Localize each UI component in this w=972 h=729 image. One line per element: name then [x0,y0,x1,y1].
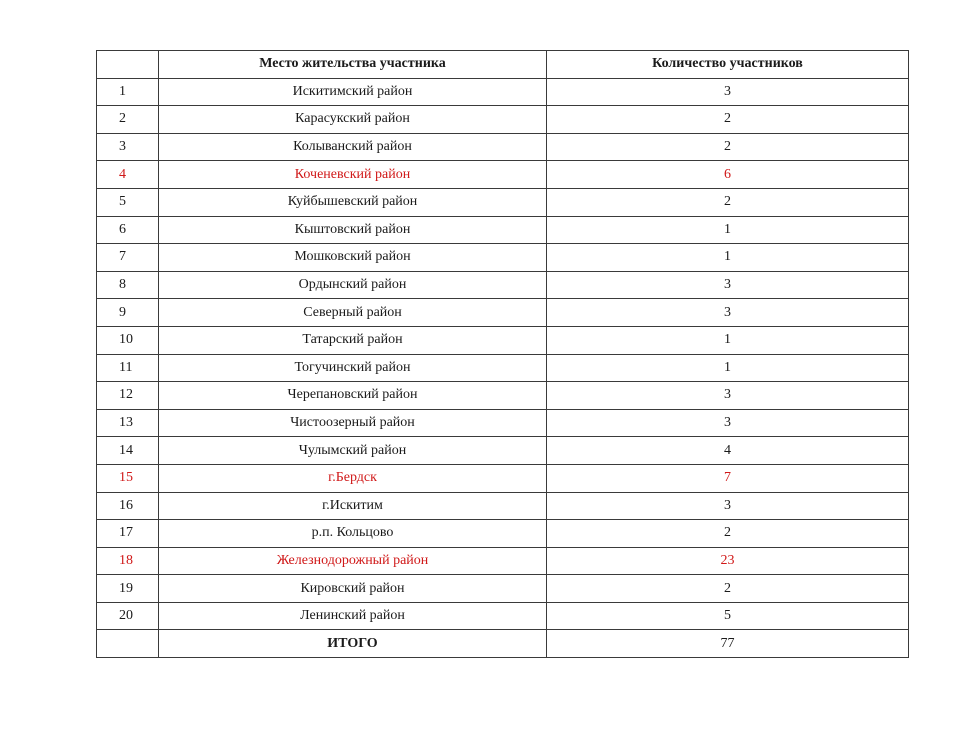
row-number-cell: 7 [97,244,159,272]
row-count-cell: 2 [547,575,909,603]
participants-table [96,50,909,658]
row-number-cell: 5 [97,188,159,216]
table-row [97,188,909,216]
row-number-cell: 12 [97,382,159,410]
row-count-cell: 7 [547,464,909,492]
table-row [97,575,909,603]
row-count-cell: 2 [547,520,909,548]
row-count-cell: 3 [547,78,909,106]
row-number-cell: 19 [97,575,159,603]
row-count-cell: 3 [547,492,909,520]
row-number-cell: 15 [97,464,159,492]
row-number-cell: 6 [97,216,159,244]
row-place-cell: Искитимский район [159,78,547,106]
row-number-cell: 16 [97,492,159,520]
table-row [97,106,909,134]
row-place-cell: Куйбышевский район [159,188,547,216]
table-row [97,382,909,410]
row-place-cell: Северный район [159,299,547,327]
header-count-cell: Количество участников [547,51,909,79]
table-row [97,354,909,382]
row-number-cell: 2 [97,106,159,134]
table-row [97,133,909,161]
row-number-cell: 17 [97,520,159,548]
row-count-cell: 23 [547,547,909,575]
row-count-cell: 2 [547,106,909,134]
row-number-cell: 18 [97,547,159,575]
table-row [97,520,909,548]
table-row [97,78,909,106]
row-count-cell: 3 [547,271,909,299]
row-place-cell: Кировский район [159,575,547,603]
row-number-cell: 9 [97,299,159,327]
table-row [97,409,909,437]
row-place-cell: Ленинский район [159,602,547,630]
table-footer [97,630,909,658]
total-row [97,630,909,658]
row-place-cell: Мошковский район [159,244,547,272]
row-place-cell: г.Бердск [159,464,547,492]
header-row [97,51,909,79]
header-number-cell [97,51,159,79]
table-row [97,161,909,189]
table-row [97,547,909,575]
row-count-cell: 3 [547,382,909,410]
table-row [97,602,909,630]
header-place-cell: Место жительства участника [159,51,547,79]
row-count-cell: 2 [547,188,909,216]
row-number-cell: 8 [97,271,159,299]
row-count-cell: 1 [547,354,909,382]
row-count-cell: 1 [547,216,909,244]
row-place-cell: Тогучинский район [159,354,547,382]
total-label-cell: ИТОГО [159,630,547,658]
table-row [97,437,909,465]
row-number-cell: 20 [97,602,159,630]
row-count-cell: 1 [547,244,909,272]
row-place-cell: Карасукский район [159,106,547,134]
row-place-cell: Коченевский район [159,161,547,189]
row-count-cell: 4 [547,437,909,465]
row-place-cell: Ордынский район [159,271,547,299]
table-row [97,464,909,492]
table-row [97,271,909,299]
total-number-cell [97,630,159,658]
row-place-cell: Татарский район [159,326,547,354]
table-row [97,244,909,272]
row-place-cell: Черепановский район [159,382,547,410]
row-number-cell: 13 [97,409,159,437]
row-place-cell: р.п. Кольцово [159,520,547,548]
row-place-cell: Колыванский район [159,133,547,161]
row-place-cell: Чулымский район [159,437,547,465]
row-place-cell: Кыштовский район [159,216,547,244]
table-row [97,299,909,327]
row-count-cell: 3 [547,299,909,327]
table-row [97,492,909,520]
row-number-cell: 1 [97,78,159,106]
row-place-cell: Чистоозерный район [159,409,547,437]
row-place-cell: Железнодорожный район [159,547,547,575]
table-row [97,216,909,244]
row-count-cell: 3 [547,409,909,437]
table-body [97,78,909,630]
row-count-cell: 6 [547,161,909,189]
table-header [97,51,909,79]
row-number-cell: 11 [97,354,159,382]
row-place-cell: г.Искитим [159,492,547,520]
row-number-cell: 3 [97,133,159,161]
row-number-cell: 14 [97,437,159,465]
row-count-cell: 1 [547,326,909,354]
row-count-cell: 2 [547,133,909,161]
row-count-cell: 5 [547,602,909,630]
row-number-cell: 4 [97,161,159,189]
row-number-cell: 10 [97,326,159,354]
total-count-cell: 77 [547,630,909,658]
table-row [97,326,909,354]
